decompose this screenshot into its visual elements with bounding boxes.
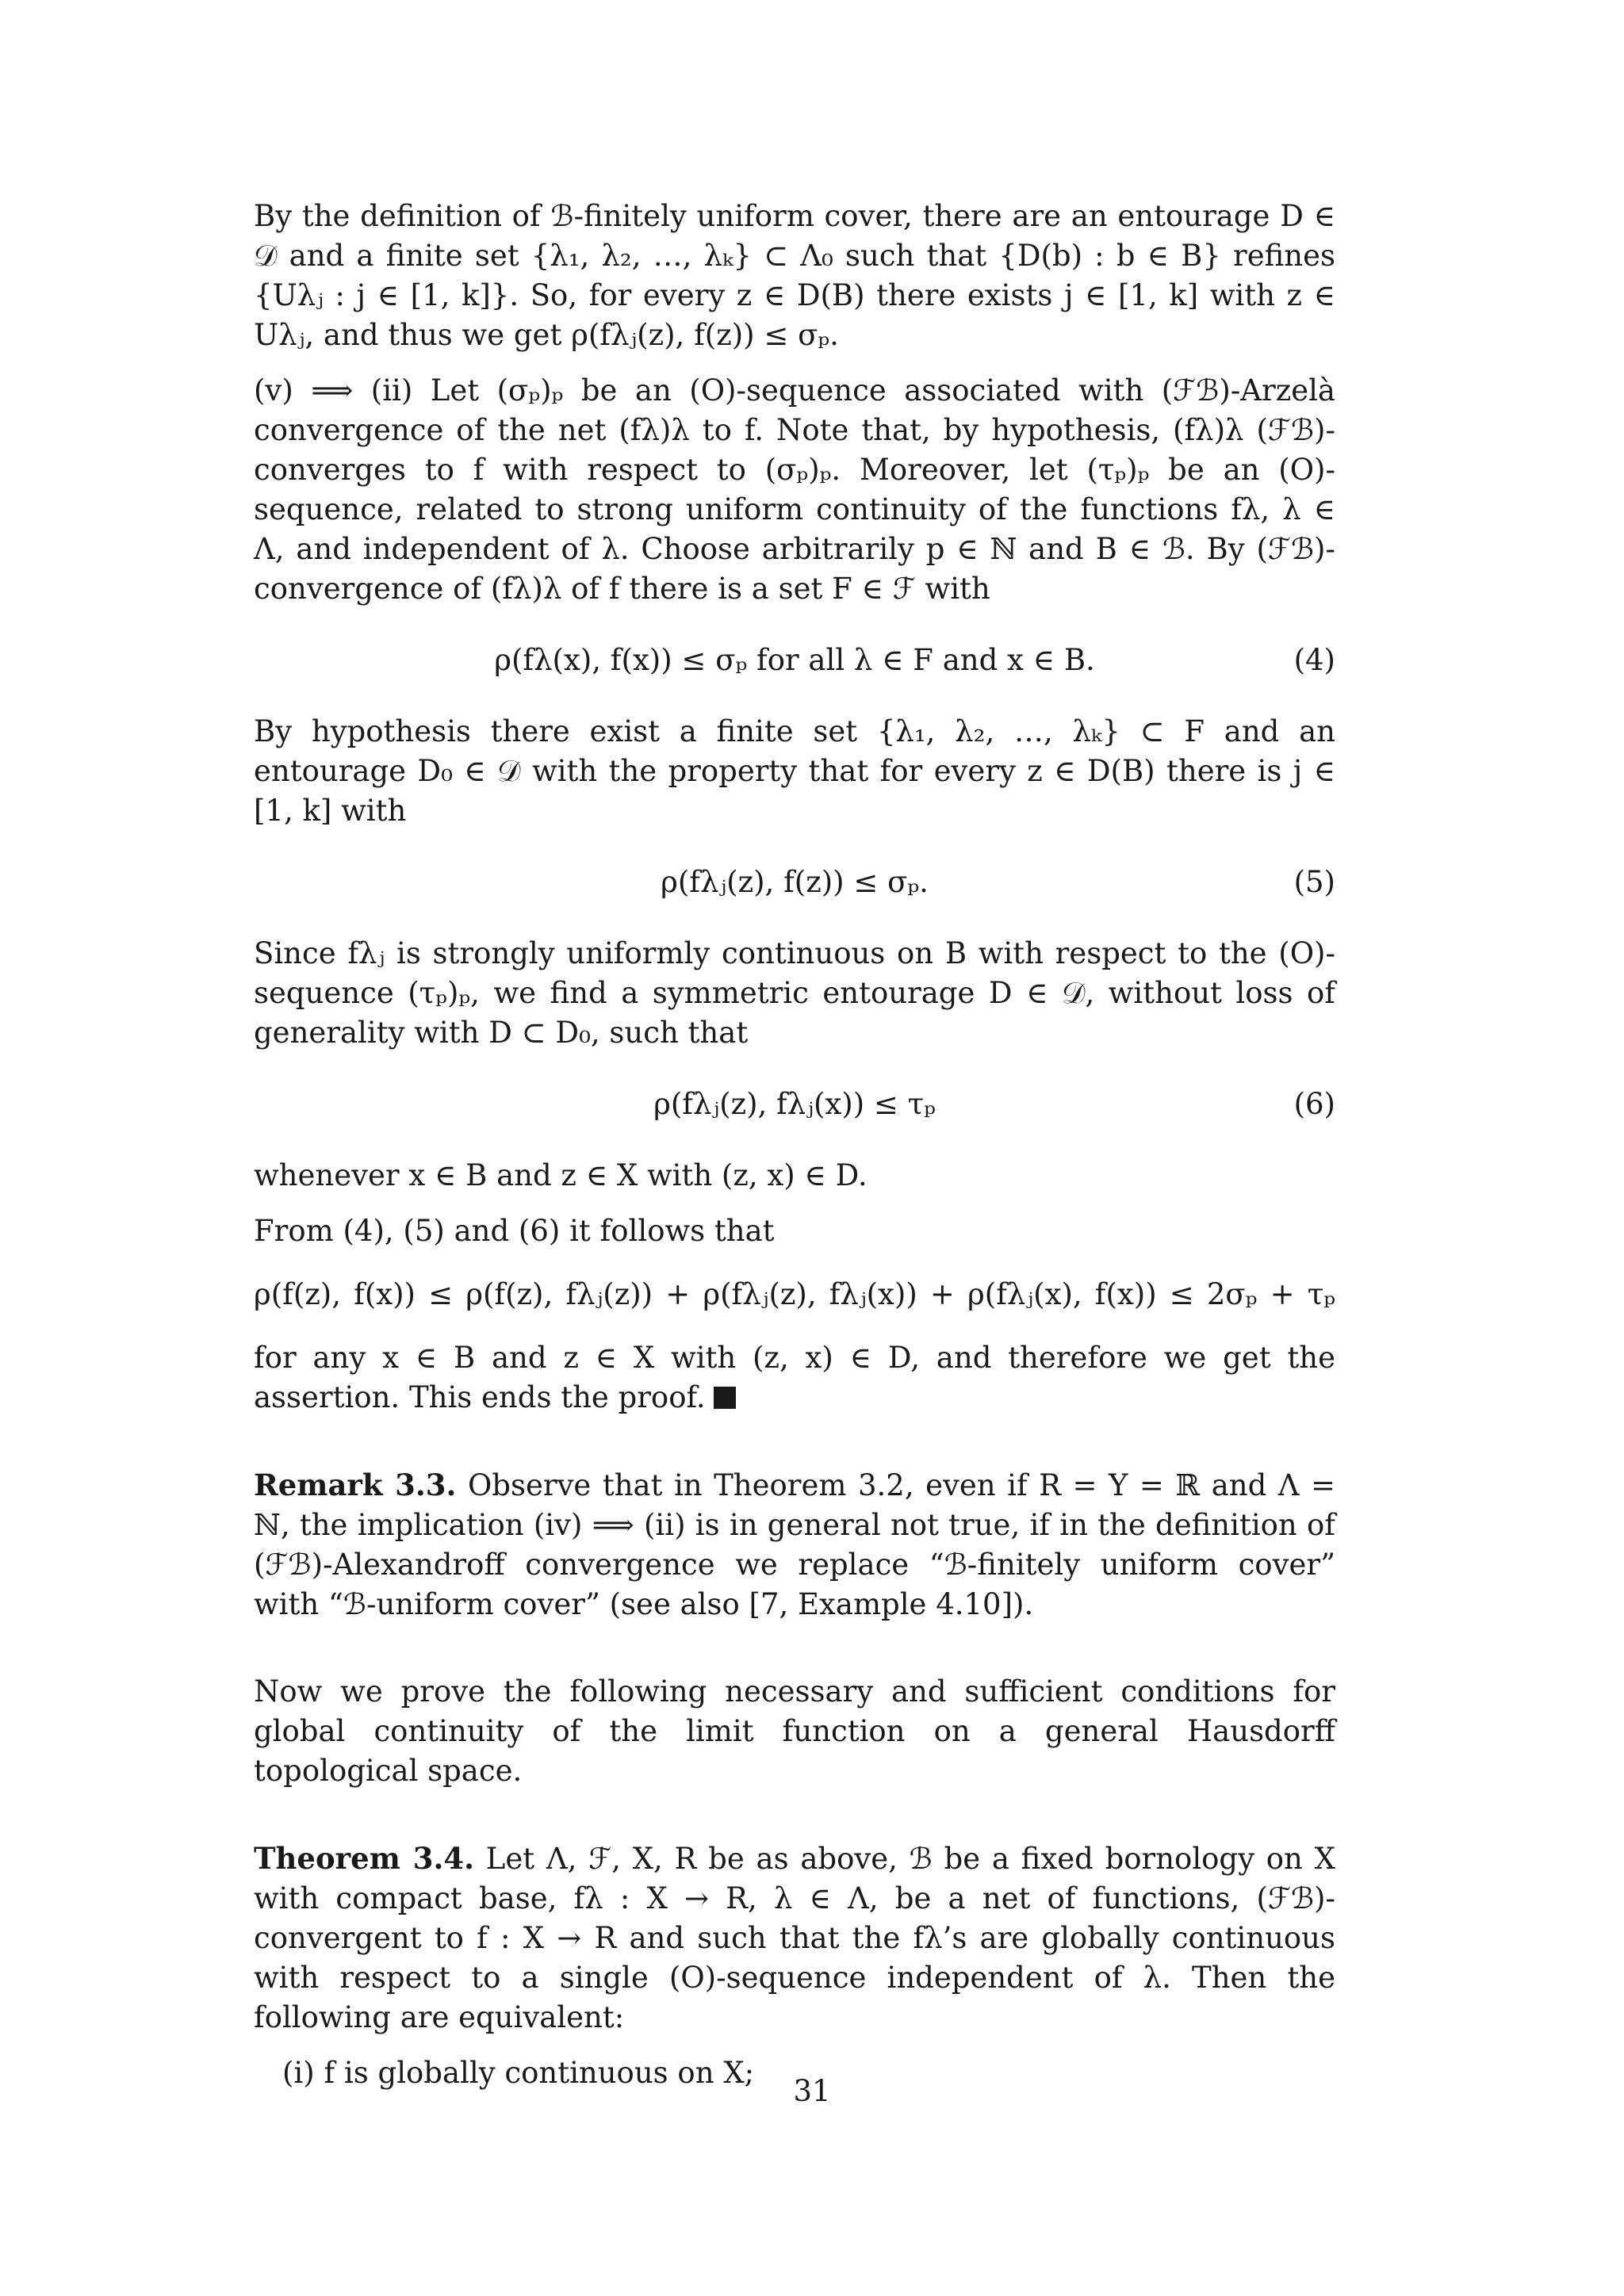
equation-4 (254, 641, 1335, 680)
equation-5 (254, 863, 1335, 902)
equation-6 (254, 1085, 1335, 1124)
theorem-text: Let Λ, ℱ, X, R be as above, ℬ be a fixed bornology on X with compact base, fλ : X → R, λ ∈ Λ, be a net of functions, (ℱℬ)-convergent to f : X → R and such that the fλ’s are globally continuous with respect to a single (O)-sequence independent of λ. Then the following are equivalent: (254, 1842, 1335, 2034)
qed-square-icon (714, 1387, 736, 1409)
equation-triangle-body: ρ(f(z), f(x)) ≤ ρ(f(z), fλⱼ(z)) + ρ(fλⱼ(z), fλⱼ(x)) + ρ(fλⱼ(x), f(x)) ≤ 2σₚ + τₚ (254, 1277, 1335, 1311)
page-body (254, 197, 1335, 2093)
paragraph-bfinitely-cover: By the definition of ℬ-finitely uniform cover, there are an entourage D ∈ 𝒟 and a finite set {λ₁, λ₂, …, λₖ} ⊂ Λ₀ such that {D(b) : b ∈ B} refines {Uλⱼ : j ∈ [1, k]}. So, for every z ∈ D(B) there exists j ∈ [1, k] with z ∈ Uλⱼ, and thus we get ρ(fλⱼ(z), f(z)) ≤ σₚ. (254, 199, 1335, 352)
equation-6-body: ρ(fλⱼ(z), fλⱼ(x)) ≤ τₚ (653, 1087, 936, 1121)
equation-4-number: (4) (1293, 643, 1335, 677)
equation-triangle (254, 1275, 1335, 1314)
paragraph-v-implies-ii: (v) ⟹ (ii) Let (σₚ)ₚ be an (O)-sequence associated with (ℱℬ)-Arzelà convergence of the net (fλ)λ to f. Note that, by hypothesis, (fλ)λ (ℱℬ)-converges to f with respect to (σₚ)ₚ. Moreover, let (τₚ)ₚ be an (O)-sequence, related to strong uniform continuity of the functions fλ, λ ∈ Λ, and independent of λ. Choose arbitrarily p ∈ ℕ and B ∈ ℬ. By (ℱℬ)-convergence of (fλ)λ of f there is a set F ∈ ℱ with (254, 373, 1335, 606)
paragraph-conclusion (254, 1338, 1335, 1418)
equation-5-number: (5) (1293, 865, 1335, 899)
paragraph-now-we-prove: Now we prove the following necessary and sufficient conditions for global continuity of the limit function on a general Hausdorff topological space. (254, 1674, 1335, 1788)
remark-label: Remark 3.3. (254, 1468, 457, 1502)
remark-3-3 (254, 1465, 1335, 1624)
paragraph-by-hypothesis: By hypothesis there exist a finite set {λ₁, λ₂, …, λₖ} ⊂ F and an entourage D₀ ∈ 𝒟 with the property that for every z ∈ D(B) there is j ∈ [1, k] with (254, 714, 1335, 828)
equation-6-number: (6) (1293, 1087, 1335, 1121)
equation-5-body: ρ(fλⱼ(z), f(z)) ≤ σₚ. (661, 865, 929, 899)
conclusion-text: for any x ∈ B and z ∈ X with (z, x) ∈ D, and therefore we get the assertion. This ends the proof. (254, 1341, 1335, 1414)
paragraph-whenever: whenever x ∈ B and z ∈ X with (z, x) ∈ D. (254, 1158, 868, 1192)
paragraph-since: Since fλⱼ is strongly uniformly continuous on B with respect to the (O)-sequence (τₚ)ₚ, we find a symmetric entourage D ∈ 𝒟, without loss of generality with D ⊂ D₀, such that (254, 936, 1335, 1050)
page-number: 31 (793, 2074, 831, 2108)
theorem-label: Theorem 3.4. (254, 1841, 474, 1876)
remark-text: Observe that in Theorem 3.2, even if R = Y = ℝ and Λ = ℕ, the implication (iv) ⟹ (ii) is in general not true, if in the definition of (ℱℬ)-Alexandroff convergence we replace “ℬ-finitely uniform cover” with “ℬ-uniform cover” (see also [7, Example 4.10]). (254, 1468, 1335, 1621)
paragraph-from-456: From (4), (5) and (6) it follows that (254, 1214, 775, 1248)
theorem-item-i: (i) f is globally continuous on X; (282, 2056, 755, 2090)
equation-4-body: ρ(fλ(x), f(x)) ≤ σₚ for all λ ∈ F and x ∈ B. (494, 643, 1095, 677)
theorem-3-4 (254, 1839, 1335, 2038)
